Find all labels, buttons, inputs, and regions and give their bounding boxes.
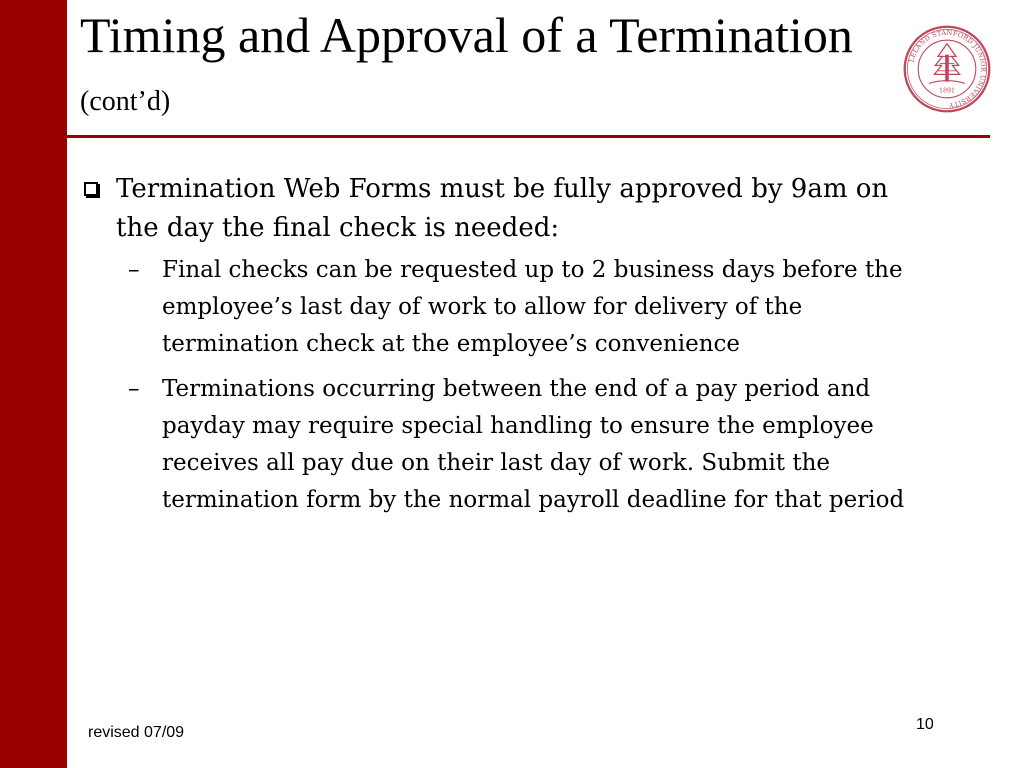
sub-bullet-item bbox=[80, 252, 910, 363]
page-number: 10 bbox=[916, 716, 934, 733]
sub-bullet-text: Final checks can be requested up to 2 business days before the employee’s last day of work to allow for delivery of the termination check at the employee’s convenience bbox=[162, 257, 903, 357]
dash-bullet-icon: – bbox=[128, 257, 140, 283]
dash-bullet-icon: – bbox=[128, 376, 140, 402]
revision-footer: revised 07/09 bbox=[88, 724, 185, 741]
bullet-text: Termination Web Forms must be fully approved by 9am on the day the final check is needed: bbox=[116, 174, 889, 243]
slide-title bbox=[80, 6, 880, 131]
seal-year: 1891 bbox=[938, 87, 956, 95]
title-main: Timing and Approval of a Termination bbox=[80, 7, 853, 63]
left-accent-bar bbox=[0, 0, 67, 768]
sub-bullet-item bbox=[80, 371, 910, 519]
hollow-square-bullet-icon bbox=[84, 182, 98, 196]
bullet-item bbox=[80, 170, 910, 248]
sub-bullet-list bbox=[80, 252, 910, 519]
title-divider bbox=[67, 135, 990, 138]
title-suffix: (cont’d) bbox=[80, 86, 171, 117]
stanford-seal-icon bbox=[902, 24, 992, 114]
slide-body bbox=[80, 170, 910, 527]
sub-bullet-text: Terminations occurring between the end of a pay period and payday may require special handling to ensure the employee receives all pay due on their last day of work. Submit the termination form by the normal payroll deadline for that period bbox=[162, 376, 905, 513]
seal-ring-text: LELAND STANFORD JUNIOR UNIVERSITY bbox=[907, 28, 988, 110]
